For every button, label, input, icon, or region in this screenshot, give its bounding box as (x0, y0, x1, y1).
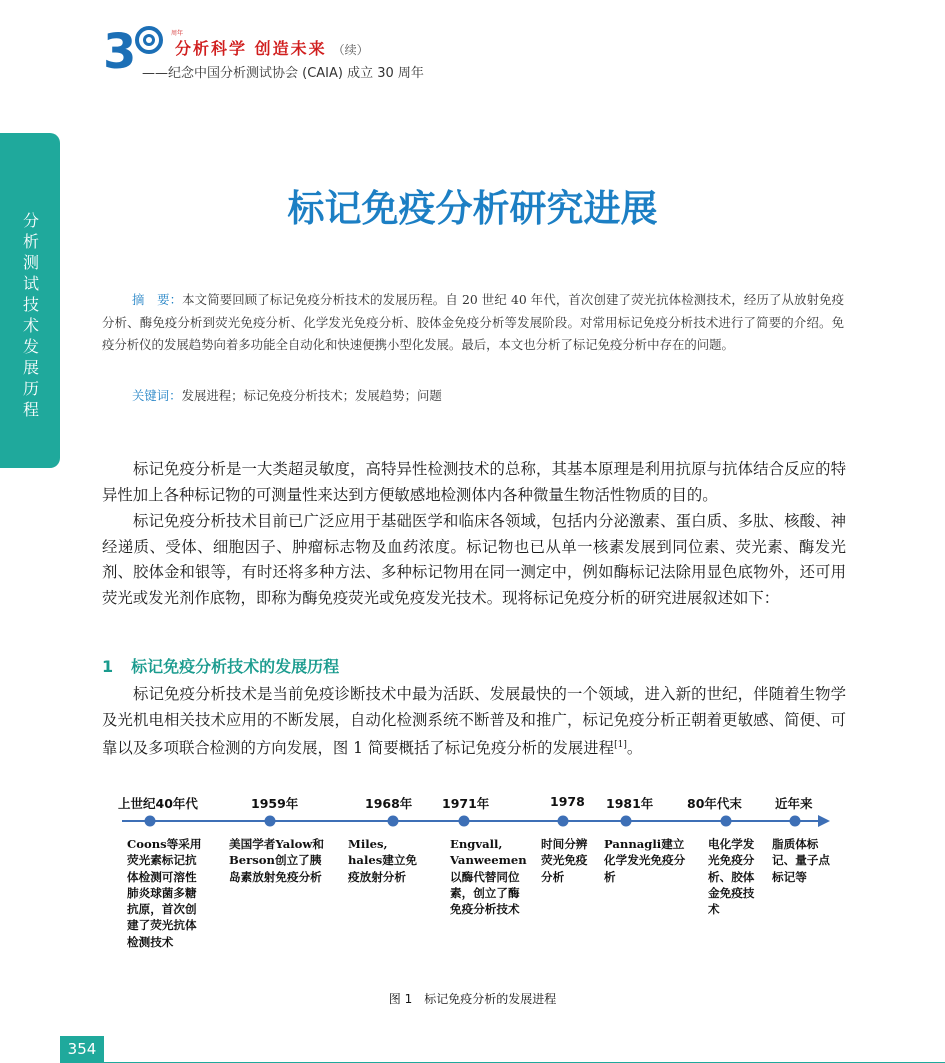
timeline-node (388, 816, 399, 827)
section-heading (102, 654, 339, 677)
body-paragraph-1: 标记免疫分析是一大类超灵敏度，高特异性检测技术的总称，其基本原理是利用抗原与抗体结合反应的特异性加上各种标记物的可测量性来达到方便敏感地检测体内各种微量生物活性物质的目的。 (102, 460, 846, 504)
timeline-arrowhead (818, 815, 830, 827)
figure-caption: 图 1 标记免疫分析的发展进程 (388, 992, 557, 1006)
brand-slogan (175, 36, 369, 59)
abstract (102, 289, 844, 357)
section-number: 1 (102, 657, 114, 676)
timeline-node (790, 816, 801, 827)
abstract-label: 摘 要： (132, 292, 183, 307)
header-subtitle: ——纪念中国分析测试协会 (CAIA) 成立 30 周年 (142, 66, 424, 81)
keywords (132, 386, 442, 404)
paragraph-3-text: 标记免疫分析技术是当前免疫诊断技术中最为活跃、发展最快的一个领域，进入新的世纪，伴随着生物学及光机电相关技术应用的不断发展，自动化检测系统不断普及和推广，标记免疫分析正朝着更敏感、简便、可靠以及多项联合检测的方向发展，图 1 简要概括了标记免疫分析的发展进程 (102, 685, 846, 758)
timeline-year: 80年代末 (687, 796, 742, 811)
side-tab-label: 分析测试技术发展历程 (22, 211, 39, 419)
timeline-event-description: Coons等采用荧光素标记抗体检测可溶性肺炎球菌多糖抗原，首次创建了荧光抗体检测技术 (127, 837, 202, 949)
keywords-label: 关键词： (132, 388, 182, 403)
abstract-text: 本文简要回顾了标记免疫分析技术的发展历程。自 20 世纪 40 年代，首次创建了荧光抗体检测技术，经历了从放射免疫分析、酶免疫分析到荧光免疫分析、化学发光免疫分析、胶体金免疫分析等发展阶段。对常用标记免疫分析技术进行了简要的介绍。免疫分析仪的发展趋势向着多功能全自动化和快速便携小型化发展。最后，本文也分析了标记免疫分析中存在的问题。 (102, 292, 844, 352)
timeline-year: 1978 (550, 794, 585, 809)
timeline-node (558, 816, 569, 827)
body-paragraph-2: 标记免疫分析技术目前已广泛应用于基础医学和临床各领域，包括内分泌激素、蛋白质、多肽、核酸、神经递质、受体、细胞因子、肿瘤标志物及血药浓度。标记物也已从单一核素发展到同位素、荧光素、酶发光剂、胶体金和银等，有时还将多种方法、多种标记物用在同一测定中，例如酶标记法除用显色底物外，还可用荧光或发光剂作底物，即称为酶免疫荧光或免疫发光技术。现将标记免疫分析的研究进展叙述如下： (102, 512, 846, 607)
timeline-event-description: Pannagli建立化学发光免疫分析 (604, 837, 686, 884)
timeline-node (721, 816, 732, 827)
section-title: 标记免疫分析技术的发展历程 (131, 657, 340, 676)
timeline-event-description: Miles, hales建立免疫放射分析 (348, 837, 418, 884)
timeline-year: 1968年 (365, 796, 413, 811)
body-paragraph-3 (102, 682, 846, 762)
article-title: 标记免疫分析研究进展 (287, 187, 658, 230)
timeline-year: 近年来 (775, 796, 813, 811)
timeline-node (265, 816, 276, 827)
paragraph-3-end: 。 (626, 739, 643, 758)
timeline-year: 1981年 (606, 796, 654, 811)
timeline-year: 1959年 (251, 796, 299, 811)
timeline-event-description: 脂质体标记、量子点标记等 (772, 837, 830, 884)
anniversary-mark: 周年 (171, 30, 184, 37)
timeline-node (145, 816, 156, 827)
timeline-event-description: Engvall, Vanweemen以酶代替同位素，创立了酶免疫分析技术 (450, 837, 527, 917)
timeline-node (621, 816, 632, 827)
citation-ref: [1] (614, 740, 627, 750)
timeline-event-description: 时间分辨荧光免疫分析 (541, 837, 588, 884)
timeline-node (459, 816, 470, 827)
page-number: 354 (67, 1040, 97, 1058)
timeline-figure (0, 780, 945, 1010)
brand-text: 分析科学 创造未来 (175, 39, 327, 58)
timeline-year: 1971年 (442, 796, 490, 811)
timeline-event-description: 电化学发光免疫分析、胶体金免疫技术 (708, 837, 755, 917)
svg-text:3: 3 (103, 24, 137, 74)
keywords-text: 发展进程；标记免疫分析技术；发展趋势；问题 (181, 388, 442, 403)
brand-suffix: （续） (332, 43, 369, 57)
timeline-year: 上世纪40年代 (118, 796, 198, 811)
timeline-event-description: 美国学者Yalow和Berson创立了胰岛素放射免疫分析 (229, 837, 324, 884)
